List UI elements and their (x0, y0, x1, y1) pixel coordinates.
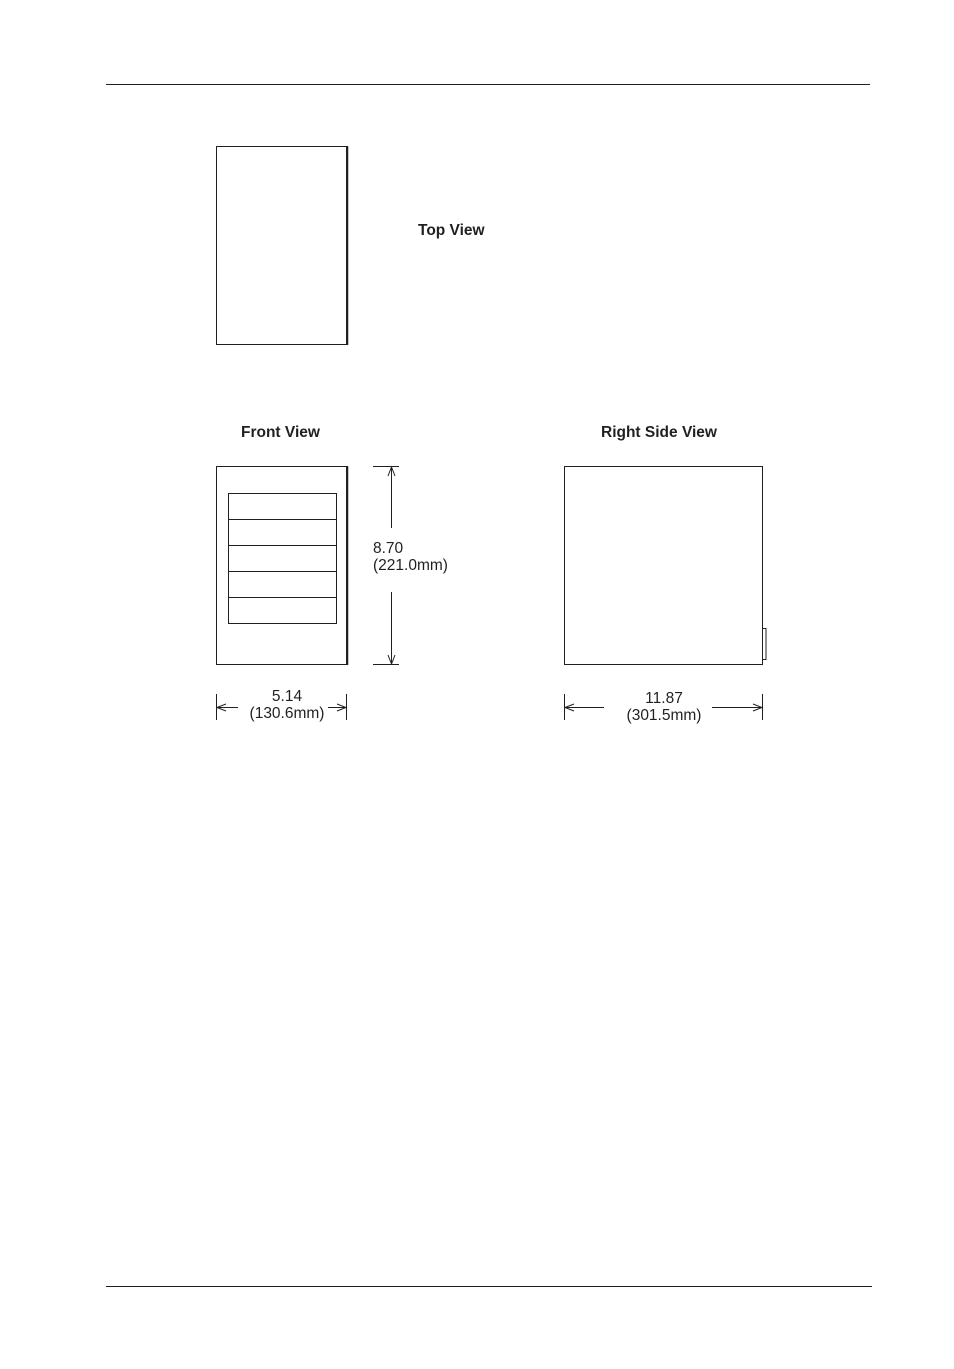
right-side-view-outline (565, 467, 763, 665)
drive-bay (229, 546, 337, 572)
width-inches: 5.14 (271, 688, 303, 705)
depth-dimension-text (614, 690, 714, 724)
right-side-view-label: Right Side View (601, 424, 717, 441)
height-dimension-text (373, 540, 448, 574)
right-side-view-handle (763, 629, 767, 660)
drive-bays (229, 494, 337, 624)
depth-mm: (301.5mm) (626, 707, 702, 724)
drive-bay (229, 520, 337, 546)
front-view-outline (217, 467, 347, 665)
top-view-label: Top View (418, 222, 485, 239)
top-view-outline (217, 147, 347, 345)
width-dimension-text (242, 688, 332, 722)
drive-bay (229, 572, 337, 598)
height-mm: (221.0mm) (373, 557, 448, 574)
depth-inches: 11.87 (645, 690, 683, 707)
drive-bay (229, 598, 337, 624)
drive-bay (229, 494, 337, 520)
height-inches: 8.70 (373, 540, 404, 557)
width-mm: (130.6mm) (249, 705, 325, 722)
front-view-label: Front View (241, 424, 320, 441)
